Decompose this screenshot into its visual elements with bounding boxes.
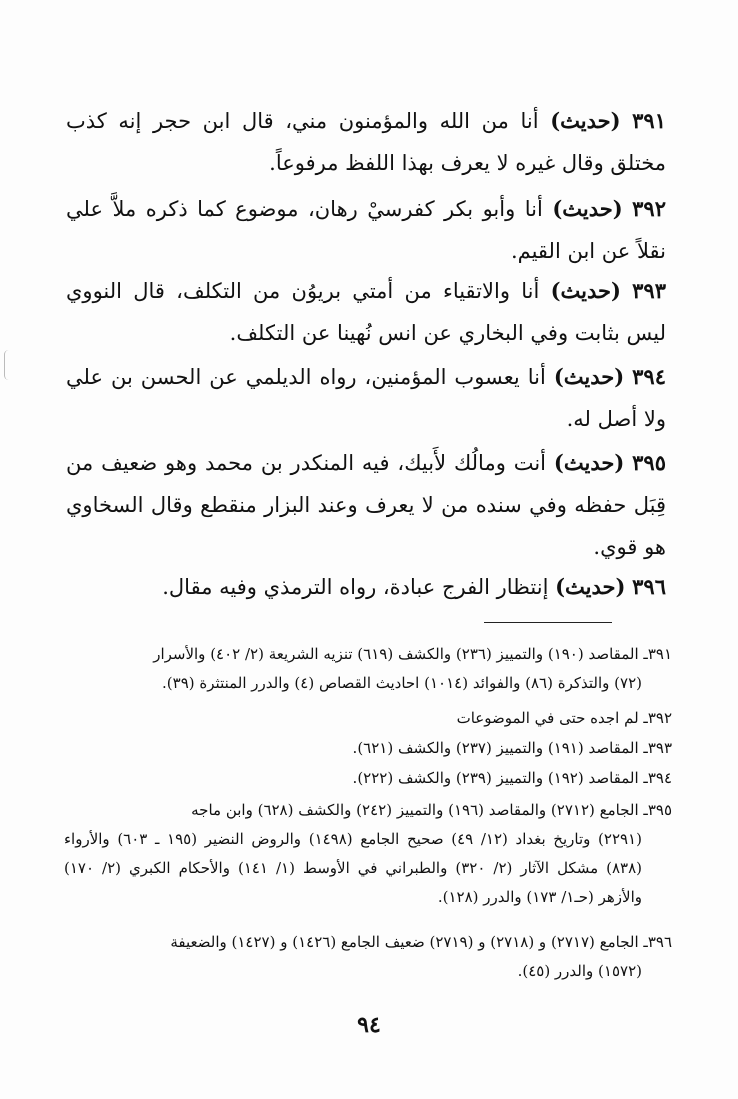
footnote-line: ٣٩١ـ المقاصد (١٩٠) والتمييز (٢٣٦) والكشف (٦١٩) تنزيه الشريعة (٢/ ٤٠٢) والأسرار [153, 645, 672, 663]
footnote-line: ٣٩٢ـ لم اجده حتى في الموضوعات [456, 709, 672, 727]
entry-label: (حديث) [553, 364, 625, 389]
footnote-continuation: (٧٢) والتذكرة (٨٦) والفوائد (١٠١٤) احاديث القصاص (٤) والدرر المنتثرة (٣٩). [162, 674, 642, 692]
footnote-line: ٣٩٤ـ المقاصد (١٩٢) والتمييز (٢٣٩) والكشف (٢٢٢). [352, 769, 672, 787]
entry-text: أنا يعسوب المؤمنين، رواه الديلمي عن الحسن بن علي ولا أصل له. [66, 365, 666, 431]
hadith-entry [66, 442, 666, 568]
footnote-continuation: (١٥٧٢) والدرر (٤٥). [517, 962, 642, 980]
entry-number: ٣٩٥ [632, 450, 666, 475]
entry-text: أنا وأبو بكر كفرسيْ رهان، موضوع كما ذكره ملاَّ علي نقلاً عن ابن القيم. [66, 197, 666, 263]
footnote [64, 640, 672, 698]
scan-margin-mark [4, 350, 13, 380]
entry-label: (حديث) [550, 108, 621, 133]
footnote [64, 796, 672, 912]
entry-number: ٣٩٦ [632, 574, 666, 599]
hadith-entry [66, 100, 666, 184]
entry-label: (حديث) [552, 196, 623, 221]
footnote-separator [484, 622, 612, 623]
entry-text: إنتظار الفرج عبادة، رواه الترمذي وفيه مقال. [162, 575, 549, 599]
page-number: ٩٤ [357, 1012, 381, 1038]
entry-number: ٣٩١ [632, 108, 666, 133]
hadith-entry [66, 270, 666, 354]
entry-text: أنت ومالُك لأَبيك، فيه المنكدر بن محمد وهو ضعيف من قِبَل حفظه وفي سنده من لا يعرف وعند البزار منقطع وقال السخاوي هو قوي. [66, 451, 666, 559]
footnote [64, 734, 672, 763]
entry-text: أنا من الله والمؤمنون مني، قال ابن حجر إنه كذب مختلق وقال غيره لا يعرف بهذا اللفظ مرفوعاً. [66, 109, 666, 175]
entry-number: ٣٩٤ [632, 364, 666, 389]
footnote [64, 764, 672, 793]
hadith-entry [66, 356, 666, 440]
footnote-line: ٣٩٣ـ المقاصد (١٩١) والتمييز (٢٣٧) والكشف (٦٢١). [352, 739, 672, 757]
hadith-entry [66, 566, 666, 608]
hadith-entry [66, 188, 666, 272]
entry-text: أنا والاتقياء من أمتي بريوُن من التكلف، قال النووي ليس بثابت وفي البخاري عن انس نُهينا عن التكلف. [66, 279, 666, 345]
footnote-continuation: (٢٢٩١) وتاريخ بغداد (١٢/ ٤٩) صحيح الجامع (١٤٩٨) والروض النضير (١٩٥ ـ ٦٠٣) والأرواء (٨٣٨) مشكل الآثار (٢/ ٣٢٠) والطبراني في الأوسط (١/ ١٤١) والأحكام الكبري (٢/ ١٧٠) والأزهر (حـ١/ ١٧٣) والدرر (١٢٨). [64, 830, 643, 906]
entry-number: ٣٩٢ [632, 196, 666, 221]
entry-label: (حديث) [555, 574, 626, 599]
entry-number: ٣٩٣ [632, 278, 666, 303]
footnote-line: ٣٩٦ـ الجامع (٢٧١٧) و (٢٧١٨) و (٢٧١٩) ضعيف الجامع (١٤٢٦) و (١٤٢٧) والضعيفة [170, 933, 672, 951]
footnote [64, 704, 672, 733]
footnote-line: ٣٩٥ـ الجامع (٢٧١٢) والمقاصد (١٩٦) والتمييز (٢٤٢) والكشف (٦٢٨) وابن ماجه [191, 801, 672, 819]
footnote [64, 928, 672, 986]
entry-label: (حديث) [550, 278, 621, 303]
entry-label: (حديث) [553, 450, 625, 475]
